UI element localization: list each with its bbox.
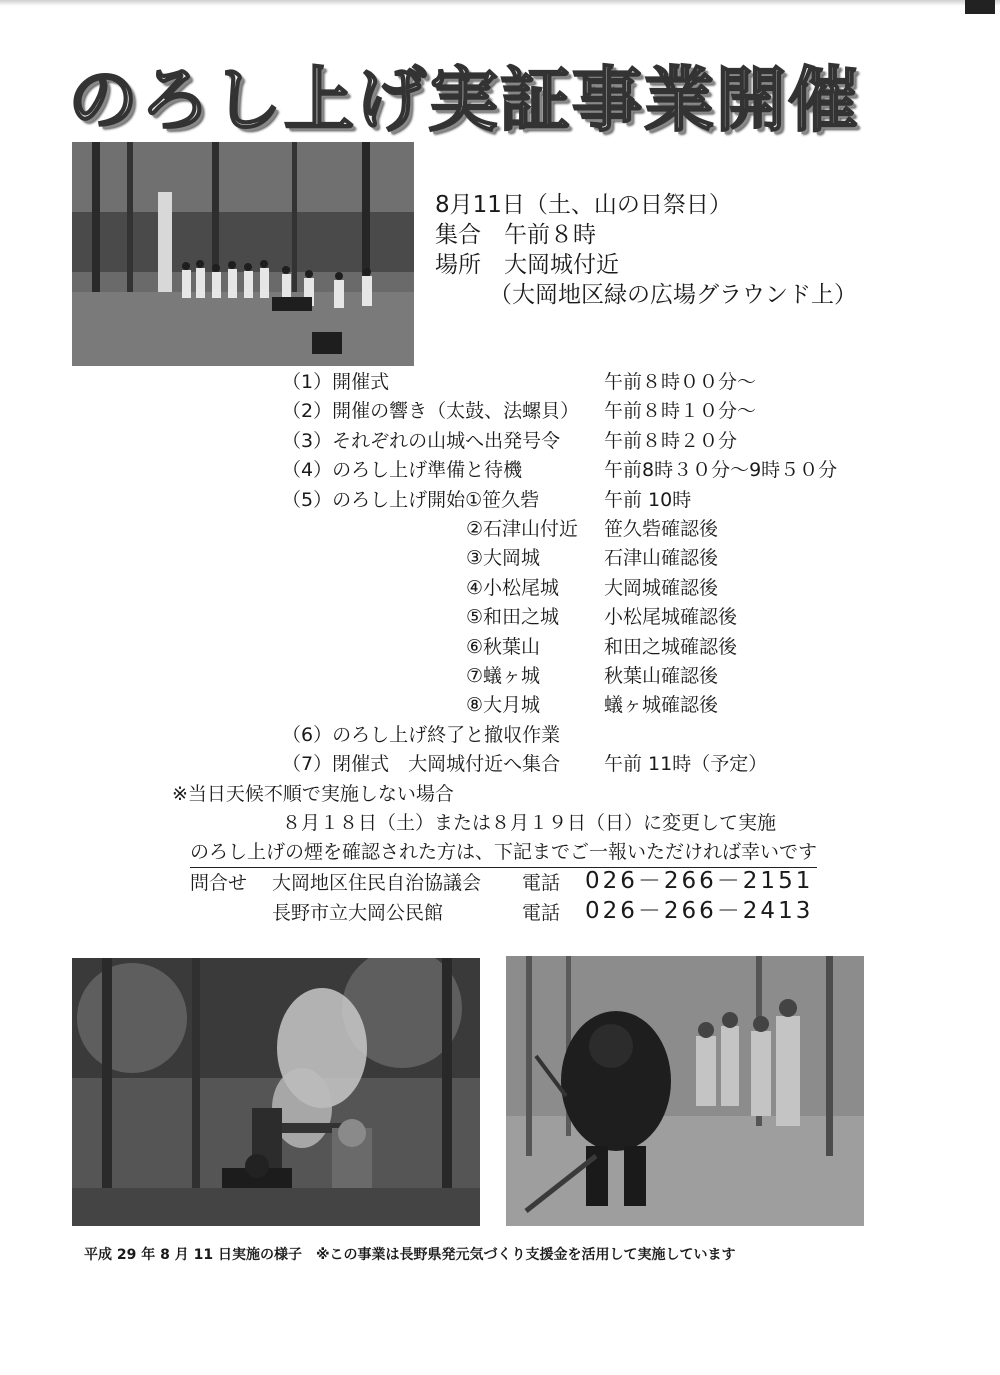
schedule-row	[282, 721, 882, 750]
event-date: 8月11日（土、山の日祭日）	[435, 192, 732, 218]
photo-caption: 平成 29 年 8 月 11 日実施の様子 ※この事業は長野県発元気づくり支援金を活用して実施しています	[84, 1247, 736, 1263]
schedule-time: 午前８時１０分～	[604, 400, 757, 423]
scan-edge-mark	[965, 0, 995, 14]
schedule-label: ⑧大月城	[466, 694, 541, 717]
schedule-row	[282, 544, 882, 573]
schedule-label: ⑤和田之城	[466, 606, 560, 629]
schedule-row	[282, 633, 882, 662]
schedule-time: 午前８時００分～	[604, 371, 757, 393]
carrying-brush-photo	[506, 956, 864, 1226]
schedule-label: （7）閉催式 大岡城付近へ集合	[282, 753, 561, 776]
tel-label-2: 電話	[522, 902, 561, 924]
schedule-time: 午前 11時（予定）	[604, 753, 768, 776]
phone-number-1: 026－266－2151	[585, 868, 814, 894]
schedule-row	[282, 750, 882, 779]
schedule-row	[282, 691, 882, 720]
schedule-list	[282, 368, 882, 779]
schedule-time: 午前8時３０分～9時５０分	[604, 459, 838, 482]
schedule-time: 笹久砦確認後	[604, 517, 719, 540]
schedule-time: 午前 10時	[604, 488, 692, 511]
schedule-label: （4）のろし上げ準備と待機	[282, 459, 523, 482]
schedule-label: （2）開催の響き（太鼓、法螺貝）	[282, 400, 580, 423]
schedule-time: 石津山確認後	[604, 547, 719, 570]
schedule-label: （3）それぞれの山城へ出発号令	[282, 429, 561, 452]
schedule-row	[282, 515, 882, 544]
schedule-row	[282, 603, 882, 632]
scan-top-edge	[0, 0, 1000, 6]
report-request: のろし上げの煙を確認された方は、下記までご一報いただければ幸いです	[190, 838, 817, 868]
schedule-row	[282, 662, 882, 691]
page-title: のろし上げ実証事業開催	[68, 59, 860, 141]
schedule-label: （5）のろし上げ開始①笹久砦	[282, 488, 540, 511]
schedule-label: ③大岡城	[466, 547, 541, 570]
schedule-row	[282, 574, 882, 603]
event-place: 場所 大岡城付近	[435, 252, 619, 278]
schedule-time: 蟻ヶ城確認後	[604, 694, 719, 717]
schedule-row	[282, 368, 882, 397]
schedule-label: ④小松尾城	[466, 576, 560, 599]
schedule-time: 大岡城確認後	[604, 576, 719, 599]
schedule-label: ②石津山付近	[466, 517, 579, 540]
schedule-time: 小松尾城確認後	[604, 606, 738, 629]
tel-label-1: 電話	[522, 872, 561, 894]
schedule-row	[282, 427, 882, 456]
schedule-label: ⑥秋葉山	[466, 635, 541, 658]
schedule-time: 秋葉山確認後	[604, 664, 719, 687]
schedule-label: ⑦蟻ヶ城	[466, 664, 541, 687]
alternate-dates: ８月１８日（土）または８月１９日（日）に変更して実施	[282, 812, 777, 834]
phone-number-2: 026－266－2413	[585, 898, 814, 924]
inquiry-label: 問合せ	[190, 872, 248, 894]
schedule-row	[282, 456, 882, 485]
schedule-row	[282, 486, 882, 515]
weather-notice: ※当日天候不順で実施しない場合	[172, 783, 454, 805]
event-assembly: 集合 午前８時	[435, 222, 596, 248]
contact-org-1: 大岡地区住民自治協議会	[272, 872, 482, 894]
schedule-time: 午前８時２０分	[604, 429, 738, 452]
schedule-row	[282, 397, 882, 426]
event-place-detail: （大岡地区緑の広場グラウンド上）	[489, 282, 857, 308]
event-info	[435, 190, 857, 310]
schedule-time: 和田之城確認後	[604, 635, 738, 658]
schedule-label: （6）のろし上げ終了と撤収作業	[282, 723, 561, 746]
ceremony-photo	[72, 142, 414, 366]
smoke-forest-photo	[72, 958, 480, 1226]
schedule-label: （1）開催式	[282, 371, 390, 393]
contact-org-2: 長野市立大岡公民館	[272, 902, 444, 924]
